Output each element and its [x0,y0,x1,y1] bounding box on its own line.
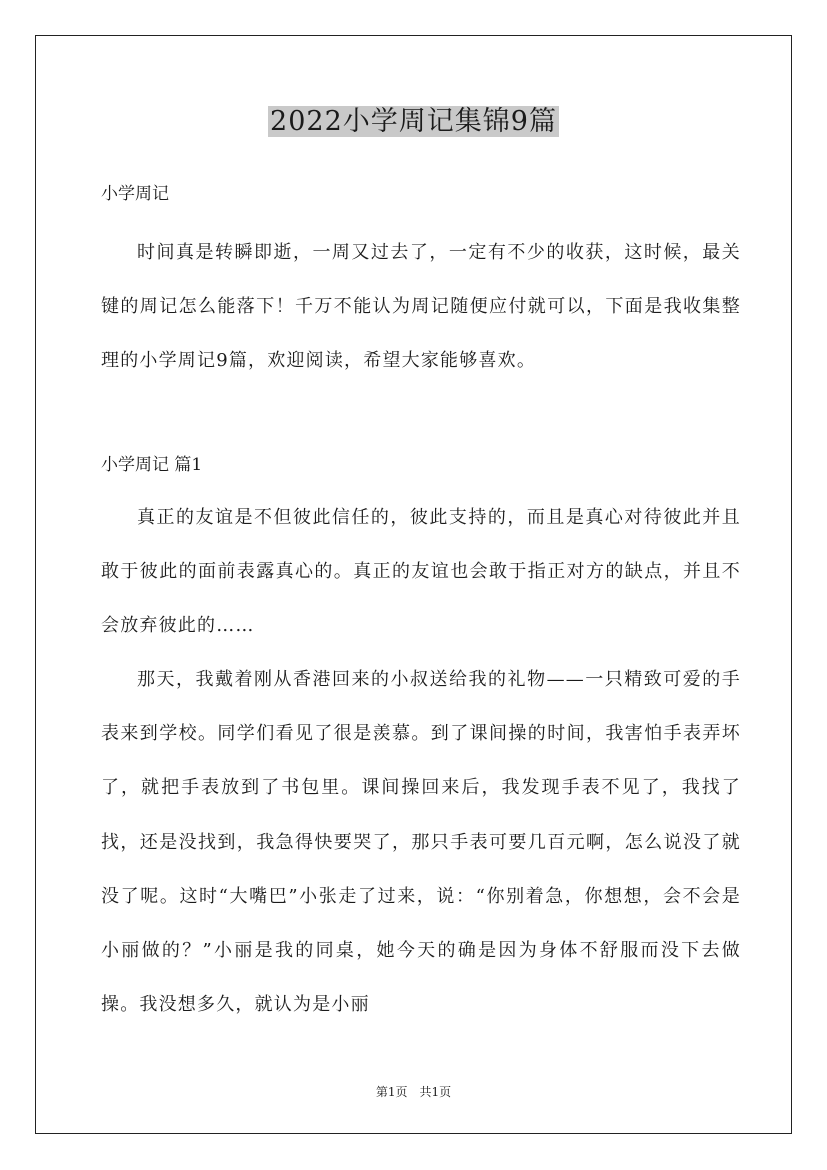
intro-heading: 小学周记 [101,184,169,204]
section-1-paragraph-2: 那天，我戴着刚从香港回来的小叔送给我的礼物——一只精致可爱的手表来到学校。同学们看见了很是羡慕。到了课间操的时间，我害怕手表弄坏了，就把手表放到了书包里。课间操回来后，我发现手表不见了，我找了找，还是没找到，我急得快要哭了，那只手表可要几百元啊，怎么说没了就没了呢。这时“大嘴巴”小张走了过来，说：“你别着急，你想想，会不会是小丽做的？”小丽是我的同桌，她今天的确是因为身体不舒服而没下去做操。我没想多久，就认为是小丽 [101,669,741,1016]
section-1-heading: 小学周记 篇1 [101,455,203,475]
intro-paragraph: 时间真是转瞬即逝，一周又过去了，一定有不少的收获，这时候，最关键的周记怎么能落下！千万不能认为周记随便应付就可以，下面是我收集整理的小学周记9篇，欢迎阅读，希望大家能够喜欢。 [101,242,741,372]
document-title [0,103,827,141]
document-title-text: 2022小学周记集锦9篇 [270,106,557,137]
section-1-paragraph-1: 真正的友谊是不但彼此信任的，彼此支持的，而且是真心对待彼此并且敢于彼此的面前表露真心的。真正的友谊也会敢于指正对方的缺点，并且不会放弃彼此的…… [101,507,741,637]
page-number-footer: 第1页 共1页 [375,1085,452,1099]
